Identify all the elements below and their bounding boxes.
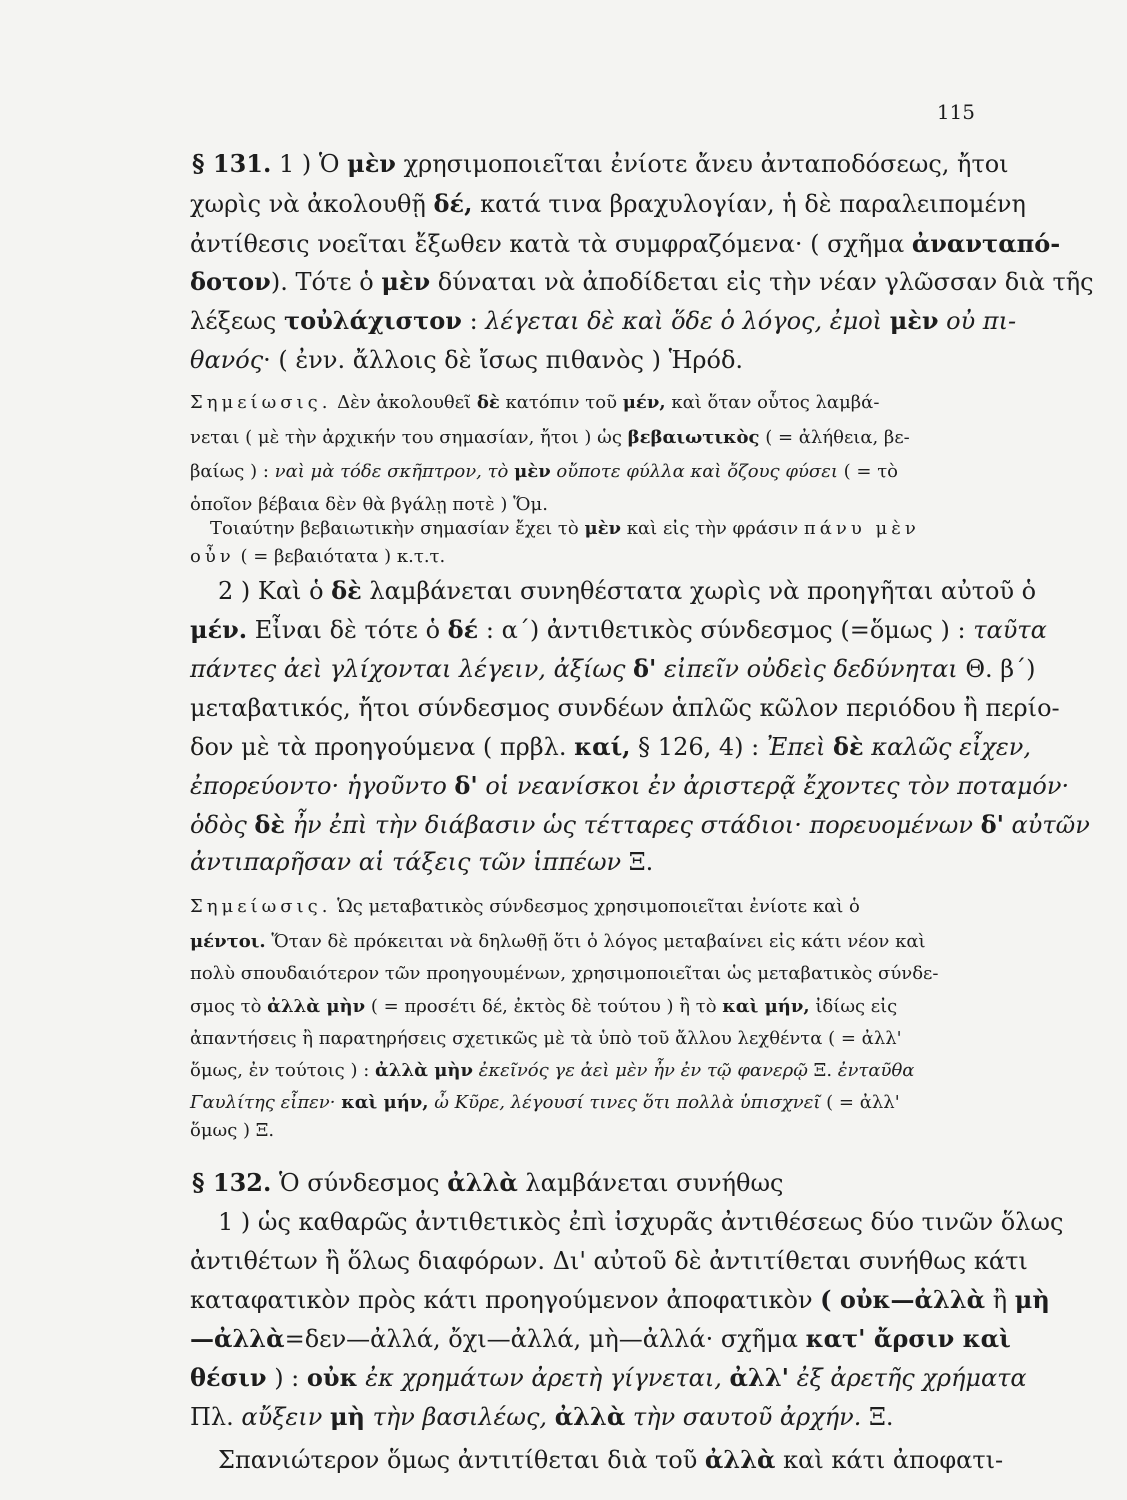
- section-number: § 132.: [192, 1168, 272, 1197]
- note1-line-4: ὁποῖον βέβαια δὲν θὰ βγάλῃ ποτὲ ) Ὅμ.: [190, 494, 548, 515]
- note1-line-3: βαίως ) : ναὶ μὰ τόδε σκῆπτρον, τὸ μὲν οὔποτε φύλλα καὶ ὄζους φύσει ( = τὸ: [190, 461, 898, 482]
- para2-line-3: πάντες ἀεὶ γλίχονται λέγειν, ἀξίως δ' εἰπεῖν οὐδεὶς δεδύνηται Θ. β΄): [190, 654, 1036, 683]
- para2-line-5: δον μὲ τὰ προηγούμενα ( πρβλ. καί, § 126, 4) : Ἐπεὶ δὲ καλῶς εἶχεν,: [190, 732, 1031, 761]
- note1-line-5: Τοιαύτην βεβαιωτικὴν σημασίαν ἔχει τὸ μὲν καὶ εἰς τὴν φράσιν πάνυ μὲν: [210, 518, 920, 539]
- note2-line-8: ὅμως ) Ξ.: [190, 1120, 275, 1141]
- sec131-line-6: θανός· ( ἐνν. ἄλλοις δὲ ἴσως πιθανὸς ) Ἡρόδ.: [190, 346, 744, 374]
- note2-line-3: πολὺ σπουδαιότερον τῶν προηγουμένων, χρησιμοποιεῖται ὡς μεταβατικὸς σύνδε-: [190, 963, 939, 984]
- sec132-line-3: ἀντιθέτων ἢ ὅλως διαφόρων. Δι' αὐτοῦ δὲ ἀντιτίθεται συνήθως κάτι: [190, 1247, 1028, 1275]
- sec132-line-1: § 132. Ὁ σύνδεσμος ἀλλὰ λαμβάνεται συνήθως: [192, 1168, 784, 1197]
- sec132-line-4: καταφατικὸν πρὸς κάτι προηγούμενον ἀποφατικὸν ( οὐκ—ἀλλὰ ἢ μὴ: [190, 1285, 1050, 1314]
- sec132-line-6: θέσιν ) : οὐκ ἐκ χρημάτων ἀρετὴ γίγνεται, ἀλλ' ἐξ ἀρετῆς χρήματα: [190, 1363, 1027, 1392]
- note2-line-6: ὅμως, ἐν τούτοις ) : ἀλλὰ μὴν ἐκεῖνός γε ἀεὶ μὲν ἦν ἐν τῷ φανερῷ Ξ. ἐνταῦθα: [190, 1060, 915, 1081]
- sec132-line-7: Πλ. αὔξειν μὴ τὴν βασιλέως, ἀλλὰ τὴν σαυτοῦ ἀρχήν. Ξ.: [190, 1402, 894, 1431]
- sec132-line-2: 1 ) ὡς καθαρῶς ἀντιθετικὸς ἐπὶ ἰσχυρᾶς ἀντιθέσεως δύο τινῶν ὅλως: [218, 1208, 1064, 1236]
- para2-line-8: ἀντιπαρῆσαν αἱ τάξεις τῶν ἱππέων Ξ.: [190, 848, 654, 876]
- note1-line-2: νεται ( μὲ τὴν ἀρχικήν του σημασίαν, ἤτοι ) ὡς βεβαιωτικὸς ( = ἀλήθεια, βε-: [190, 427, 910, 448]
- page-number: 115: [936, 100, 975, 124]
- note1-line-6: οὖν ( = βεβαιότατα ) κ.τ.τ.: [190, 546, 446, 567]
- sec132-line-8: Σπανιώτερον ὅμως ἀντιτίθεται διὰ τοῦ ἀλλὰ καὶ κάτι ἀποφατι-: [218, 1445, 1004, 1474]
- note2-line-5: ἀπαντήσεις ἢ παρατηρήσεις σχετικῶς μὲ τὰ ὑπὸ τοῦ ἄλλου λεχθέντα ( = ἀλλ': [190, 1028, 902, 1049]
- note2-line-1: Σημείωσις. Ὡς μεταβατικὸς σύνδεσμος χρησιμοποιεῖται ἐνίοτε καὶ ὁ: [190, 896, 860, 917]
- section-number: § 131.: [192, 149, 272, 178]
- sec132-line-5: —ἀλλὰ=δεν—ἀλλά, ὄχι—ἀλλά, μὴ—ἀλλά· σχῆμα κατ' ἄρσιν καὶ: [190, 1324, 1011, 1353]
- sec131-line-1: § 131. 1 ) Ὁ μὲν χρησιμοποιεῖται ἐνίοτε ἄνευ ἀνταποδόσεως, ἤτοι: [192, 149, 1009, 178]
- para2-line-4: μεταβατικός, ἤτοι σύνδεσμος συνδέων ἁπλῶς κῶλον περιόδου ἢ περίο-: [190, 694, 1060, 722]
- sec131-line-3: ἀντίθεσις νοεῖται ἔξωθεν κατὰ τὰ συμφραζόμενα· ( σχῆμα ἀνανταπό-: [190, 229, 1061, 258]
- note1-line-1: Σημείωσις. Δὲν ἀκολουθεῖ δὲ κατόπιν τοῦ μέν, καὶ ὅταν οὗτος λαμβά-: [190, 392, 880, 413]
- sec131-line-5: λέξεως τοὐλάχιστον : λέγεται δὲ καὶ ὅδε ὁ λόγος, ἐμοὶ μὲν οὐ πι-: [190, 306, 1017, 335]
- note2-line-4: σμος τὸ ἀλλὰ μὴν ( = προσέτι δέ, ἐκτὸς δὲ τούτου ) ἢ τὸ καὶ μήν, ἰδίως εἰς: [190, 996, 898, 1017]
- sec131-line-2: χωρὶς νὰ ἀκολουθῇ δέ, κατά τινα βραχυλογίαν, ἡ δὲ παραλειπομένη: [190, 189, 1026, 218]
- sec131-line-4: δοτον). Τότε ὁ μὲν δύναται νὰ ἀποδίδεται εἰς τὴν νέαν γλῶσσαν διὰ τῆς: [190, 267, 1094, 296]
- para2-line-1: 2 ) Καὶ ὁ δὲ λαμβάνεται συνηθέστατα χωρὶς νὰ προηγῆται αὐτοῦ ὁ: [218, 576, 1037, 605]
- note2-line-2: μέντοι. Ὅταν δὲ πρόκειται νὰ δηλωθῇ ὅτι ὁ λόγος μεταβαίνει εἰς κάτι νέον καὶ: [190, 931, 926, 952]
- para2-line-7: ὁδὸς δὲ ἦν ἐπὶ τὴν διάβασιν ὡς τέτταρες στάδιοι· πορευομένων δ' αὐτῶν: [190, 810, 1090, 839]
- note2-line-7: Γαυλίτης εἶπεν· καὶ μήν, ὦ Κῦρε, λέγουσί τινες ὅτι πολλὰ ὑπισχνεῖ ( = ἀλλ': [190, 1092, 900, 1113]
- para2-line-6: ἐπορεύοντο· ἡγοῦντο δ' οἱ νεανίσκοι ἐν ἀριστερᾷ ἔχοντες τὸν ποταμόν·: [190, 771, 1070, 800]
- para2-line-2: μέν. Εἶναι δὲ τότε ὁ δέ : α΄) ἀντιθετικὸς σύνδεσμος (=ὅμως ) : ταῦτα: [190, 615, 1047, 644]
